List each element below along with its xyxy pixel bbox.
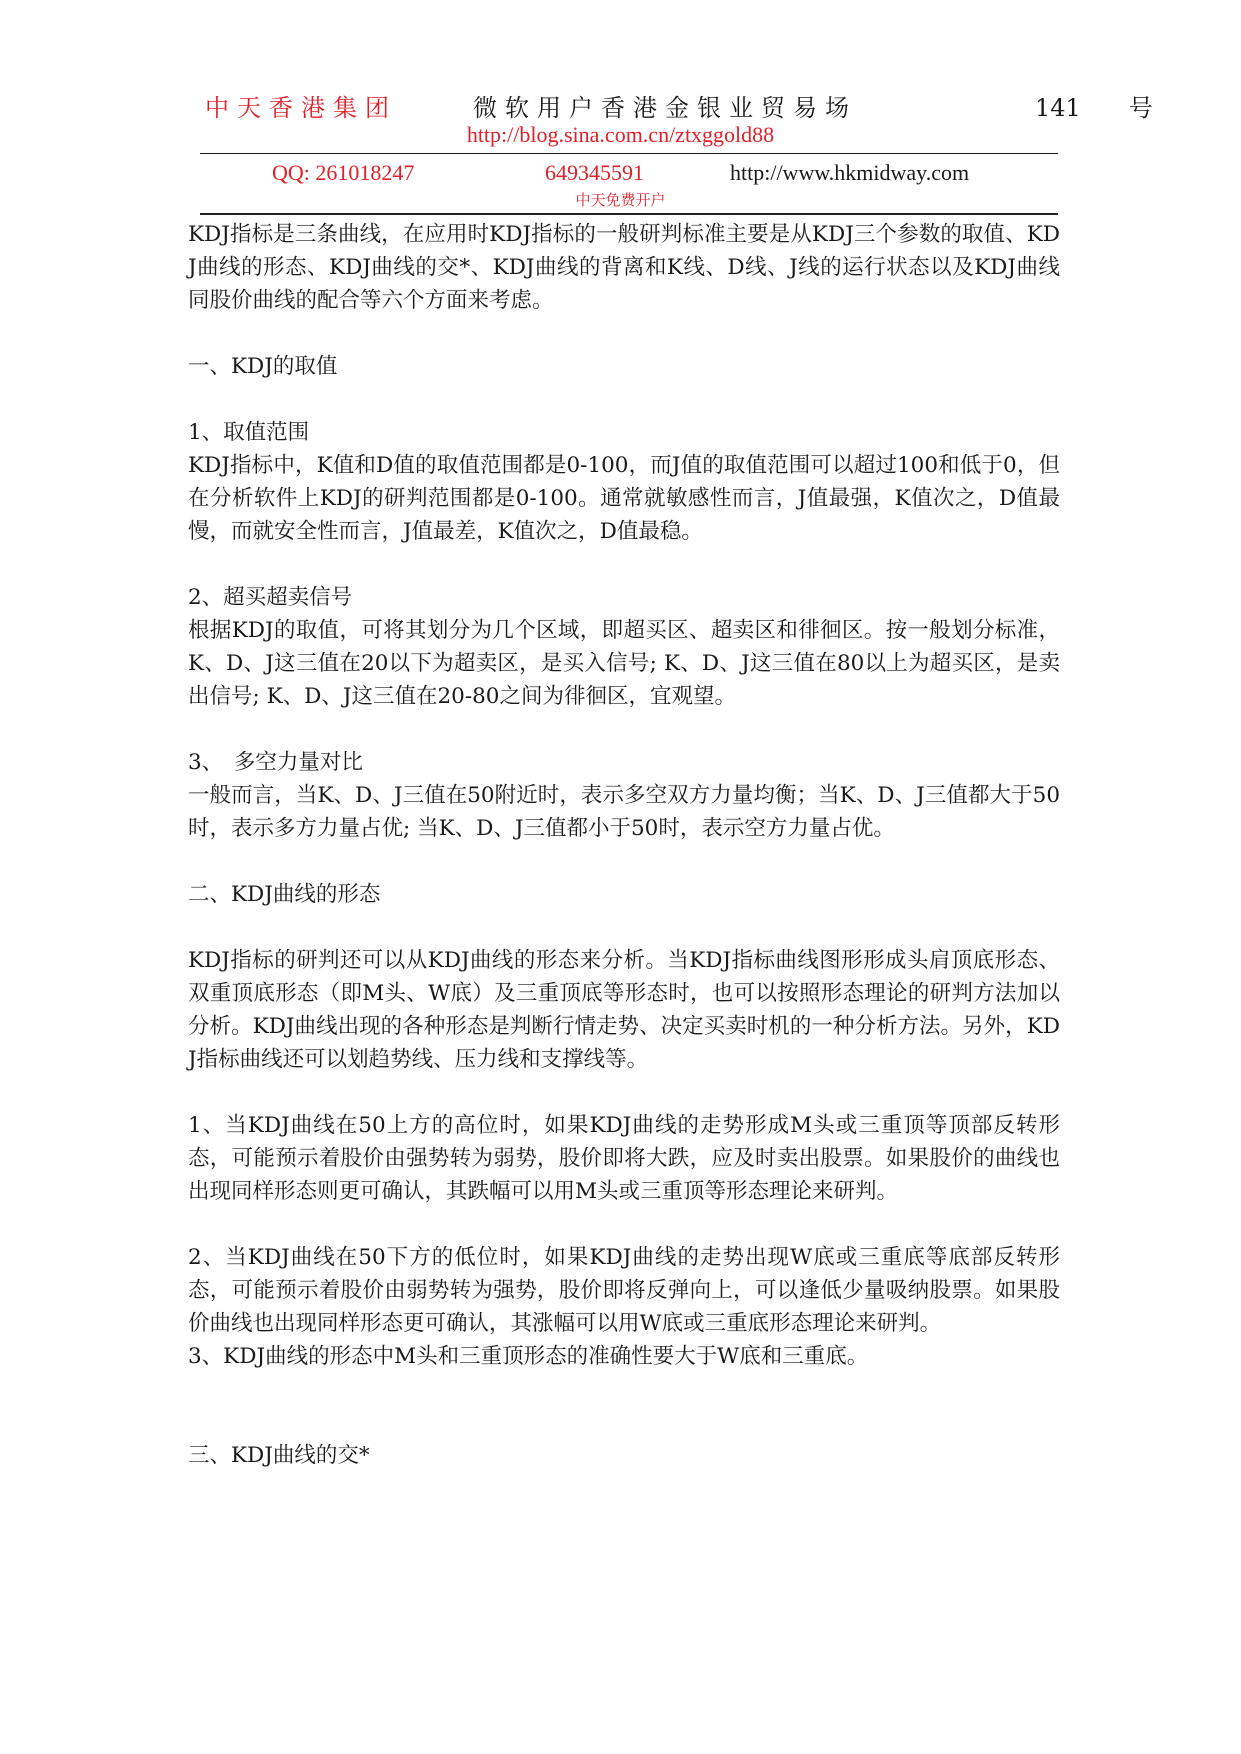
header-divider-bottom <box>200 213 1058 215</box>
subsection-1-1-title: 1、取值范围 <box>188 420 310 445</box>
subsection-1-2-title: 2、超买超卖信号 <box>188 585 353 610</box>
section-3-title: 三、KDJ曲线的交* <box>188 1443 370 1468</box>
subsection-1-3-title: 3、 多空力量对比 <box>188 750 363 775</box>
subsection-1-1-body: KDJ指标中，K值和D值的取值范围都是0-100，而J值的取值范围可以超过100和低于0，但在分析软件上KDJ的研判范围都是0-100。通常就敏感性而言，J值最强，K值次之，D值最慢，而就安全性而言，J值最差，K值次之，D值最稳。 <box>188 453 1060 544</box>
trade-site-name: 微软用户香港金银业贸易场 <box>473 94 857 122</box>
section-1-title: 一、KDJ的取值 <box>188 354 338 379</box>
website-link[interactable]: http://www.hkmidway.com <box>730 160 970 185</box>
section-2-title: 二、KDJ曲线的形态 <box>188 882 381 907</box>
subsection-1-2-body: 根据KDJ的取值，可将其划分为几个区域，即超买区、超卖区和徘徊区。按一般划分标准，K、D、J这三值在20以下为超卖区，是买入信号; K、D、J这三值在80以上为超买区，是卖出信号; K、D、J这三值在20-80之间为徘徊区，宜观望。 <box>188 618 1060 709</box>
header-line-1 <box>205 88 1153 122</box>
section-2-point-3: 3、KDJ曲线的形态中M头和三重顶形态的准确性要大于W底和三重底。 <box>188 1344 869 1369</box>
document-body <box>188 218 1060 1472</box>
blog-link[interactable]: http://blog.sina.com.cn/ztxggold88 <box>466 122 775 147</box>
section-2-point-1: 1、当KDJ曲线在50上方的高位时，如果KDJ曲线的走势形成M头或三重顶等顶部反转形态，可能预示着股价由强势转为弱势，股价即将大跌，应及时卖出股票。如果股价的曲线也出现同样形态则更可确认，其跌幅可以用M头或三重顶等形态理论来研判。 <box>188 1113 1060 1204</box>
subsection-1-3-body: 一般而言，当K、D、J三值在50附近时，表示多空双方力量均衡；当K、D、J三值都大于50时，表示多方力量占优; 当K、D、J三值都小于50时，表示空方力量占优。 <box>188 783 1060 841</box>
free-account-note: 中天免费开户 <box>575 191 666 209</box>
section-2-point-2: 2、当KDJ曲线在50下方的低位时，如果KDJ曲线的走势出现W底或三重底等底部反转形态，可能预示着股价由弱势转为强势，股价即将反弹向上，可以逢低少量吸纳股票。如果股价曲线也出现同样形态更可确认，其涨幅可以用W底或三重底形态理论来研判。 <box>188 1245 1060 1336</box>
trade-number: 141 号 <box>1035 94 1153 122</box>
qq-number: QQ: 261018247 <box>272 160 415 185</box>
header-divider-top <box>200 153 1058 154</box>
section-2-intro: KDJ指标的研判还可以从KDJ曲线的形态来分析。当KDJ指标曲线图形形成头肩顶底形态、双重顶底形态（即M头、W底）及三重顶底等形态时，也可以按照形态理论的研判方法加以分析。KDJ曲线出现的各种形态是判断行情走势、决定买卖时机的一种分析方法。另外，KDJ指标曲线还可以划趋势线、压力线和支撑线等。 <box>188 948 1060 1072</box>
qq-number-2: 649345591 <box>545 160 644 185</box>
intro-paragraph: KDJ指标是三条曲线，在应用时KDJ指标的一般研判标准主要是从KDJ三个参数的取值、KDJ曲线的形态、KDJ曲线的交*、KDJ曲线的背离和K线、D线、J线的运行状态以及KDJ曲线同股价曲线的配合等六个方面来考虑。 <box>188 222 1060 313</box>
company-name: 中天香港集团 <box>205 94 397 122</box>
